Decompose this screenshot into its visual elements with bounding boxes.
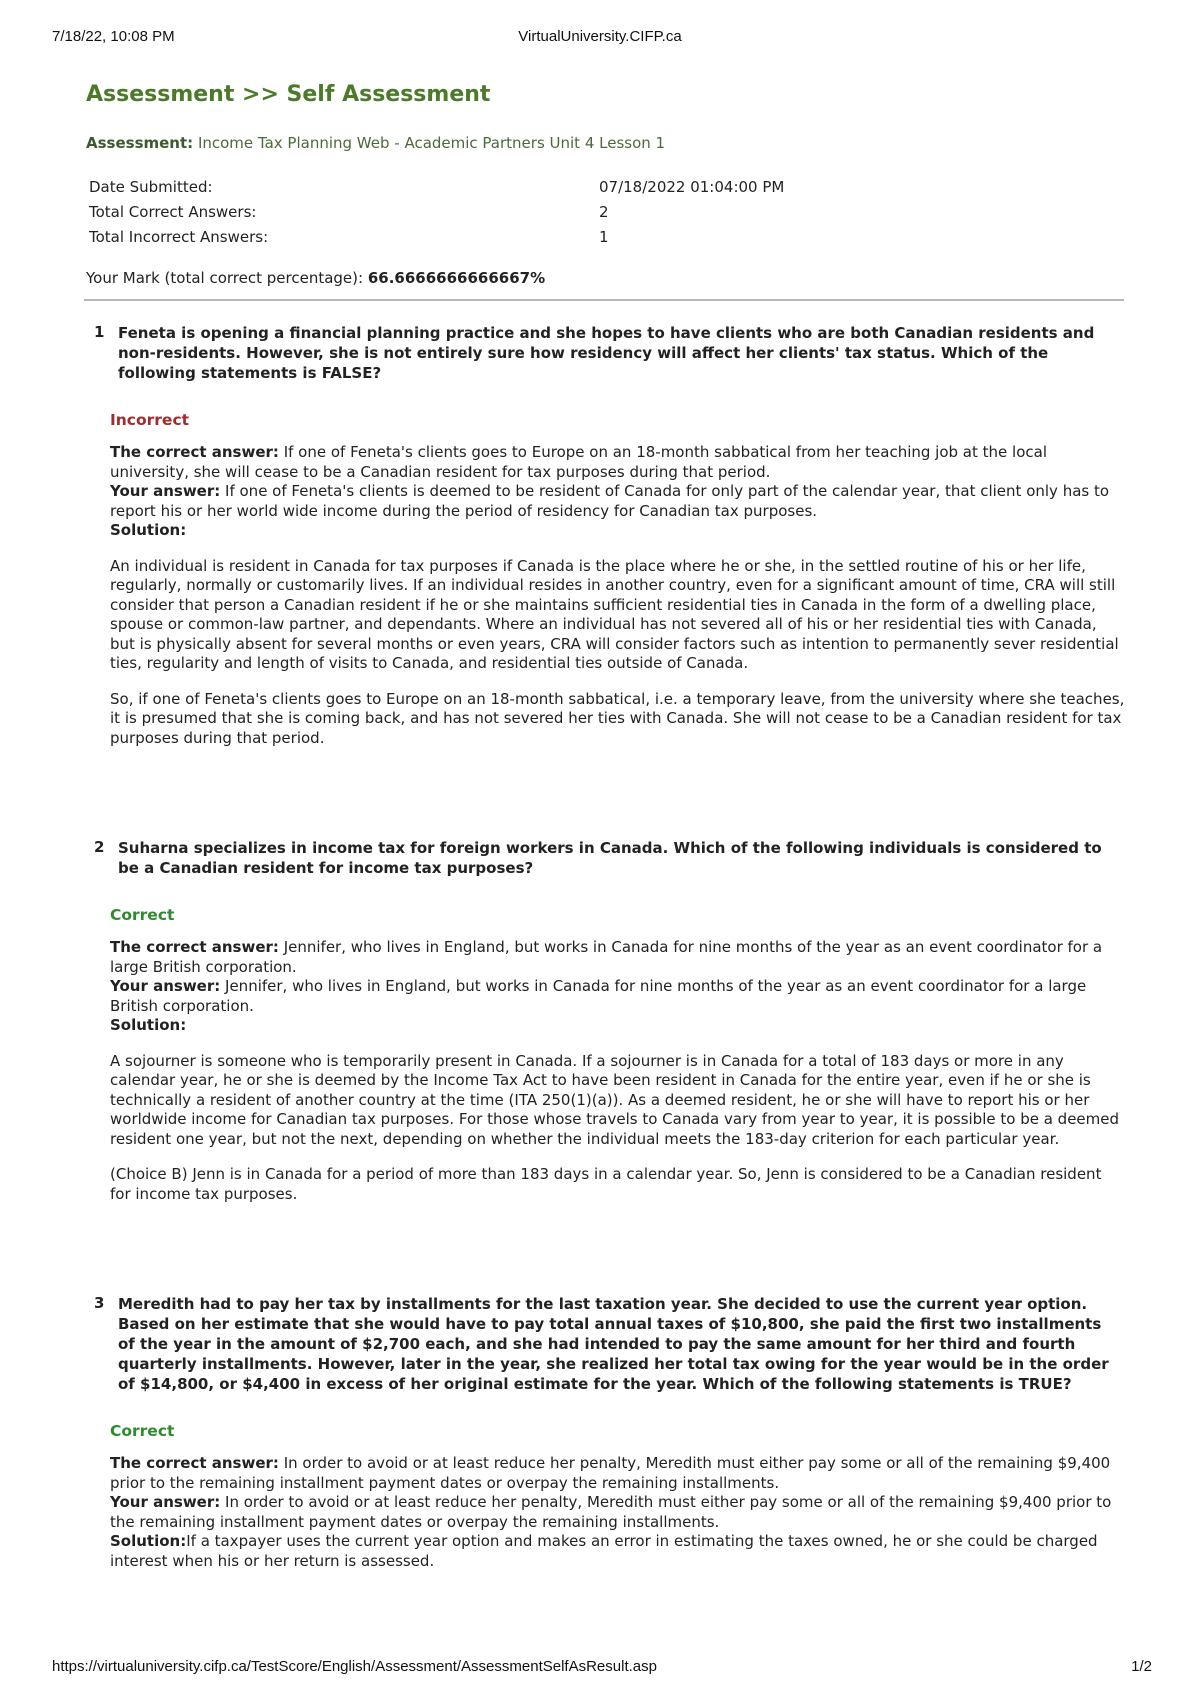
your-answer-label: Your answer: <box>110 977 221 995</box>
question-number: 2 <box>94 838 105 856</box>
print-header <box>0 28 1200 48</box>
status-correct: Correct <box>110 906 175 924</box>
date-submitted-value: 07/18/2022 01:04:00 PM <box>599 178 785 196</box>
your-answer-label: Your answer: <box>110 1493 221 1511</box>
solution-heading <box>110 1016 1126 1036</box>
assessment-label: Assessment: <box>86 134 194 152</box>
status-incorrect: Incorrect <box>110 411 190 429</box>
your-answer-text: Jennifer, who lives in England, but works in Canada for nine months of the year as an event coordinator for a large British corporation. <box>110 977 1087 1015</box>
print-url: https://virtualuniversity.cifp.ca/TestScore/English/Assessment/AssessmentSelfAsResult.asp <box>52 1658 657 1675</box>
correct-answer-text: In order to avoid or at least reduce her penalty, Meredith must either pay some or all of the remaining $9,400 prior to the remaining installment payment dates or overpay the remaining installments. <box>110 1454 1111 1492</box>
answer-block <box>110 938 1126 1036</box>
print-datetime: 7/18/22, 10:08 PM <box>52 28 175 45</box>
solution-inline <box>110 1532 1126 1571</box>
question-text: Meredith had to pay her tax by installments for the last taxation year. She decided to use the current year option. Based on her estimate that she would have to pay total annual taxes of $10,800, she paid the first two installments of the year in the amount of $2,700 each, and she had intended to pay the same amount for her third and fourth quarterly installments. However, later in the year, she realized her total tax owing for the year would be in the order of $14,800, or $4,400 in excess of her original estimate for the year. Which of the following statements is TRUE? <box>118 1295 1109 1393</box>
mark-value: 66.6666666666667% <box>367 269 546 287</box>
question-text: Suharna specializes in income tax for foreign workers in Canada. Which of the following individuals is considered to be a Canadian resident for income tax purposes? <box>118 839 1102 877</box>
question-number: 1 <box>94 323 105 341</box>
question-2 <box>86 838 1126 1204</box>
your-mark <box>86 269 1126 287</box>
correct-answer-label: The correct answer: <box>110 938 279 956</box>
solution-paragraph: (Choice B) Jenn is in Canada for a period of more than 183 days in a calendar year. So, Jenn is considered to be a Canadian resident for income tax purposes. <box>110 1165 1102 1203</box>
divider <box>84 299 1124 301</box>
spacer <box>86 748 1126 816</box>
your-answer <box>110 1493 1126 1532</box>
solution-label: Solution: <box>110 1532 187 1550</box>
correct-answer <box>110 443 1126 482</box>
answer-block <box>110 443 1126 541</box>
page-title: Assessment >> Self Assessment <box>86 82 491 107</box>
spacer <box>86 1204 1126 1272</box>
assessment-value: Income Tax Planning Web - Academic Partners Unit 4 Lesson 1 <box>197 134 666 152</box>
summary-table <box>86 174 787 249</box>
correct-answer-label: The correct answer: <box>110 1454 279 1472</box>
question-number: 3 <box>94 1294 105 1312</box>
correct-answer <box>110 1454 1126 1493</box>
status-correct: Correct <box>110 1422 175 1440</box>
answer-block <box>110 1454 1126 1571</box>
solution-paragraph: So, if one of Feneta's clients goes to Europe on an 18-month sabbatical, i.e. a temporary leave, from the university where she teaches, it is presumed that she is coming back, and has not severed her ties with Canada. She will not cease to be a Canadian resident for tax purposes during that period. <box>110 689 1125 747</box>
solution-paragraph: An individual is resident in Canada for tax purposes if Canada is the place where he or she, in the settled routine of his or her life, regularly, normally or customarily lives. If an individual resides in another country, even for a significant amount of time, CRA will still consider that person a Canadian resident if he or she maintains sufficient residential ties in Canada in the form of a dwelling place, spouse or common-law partner, and dependants. Where an individual has not severed all of his or her residential ties with Canada, but is physically absent for several months or even years, CRA will consider factors such as intention to permanently sever residential ties, regularity and length of visits to Canada, and residential ties outside of Canada. <box>110 556 1119 672</box>
mark-label: Your Mark (total correct percentage): <box>86 269 364 287</box>
your-answer-text: If one of Feneta's clients is deemed to be resident of Canada for only part of the calendar year, that client only has to report his or her world wide income during the period of residency for Canadian tax purposes. <box>110 482 1110 520</box>
correct-answer-text: If one of Feneta's clients goes to Europe on an 18-month sabbatical from her teaching job at the local university, she will cease to be a Canadian resident for tax purposes during that period. <box>110 443 1047 481</box>
total-correct-value: 2 <box>599 203 609 221</box>
table-row <box>86 224 787 249</box>
solution-text: If a taxpayer uses the current year option and makes an error in estimating the taxes owned, he or she could be charged interest when his or her return is assessed. <box>110 1532 1098 1570</box>
your-answer-label: Your answer: <box>110 482 221 500</box>
table-row <box>86 199 787 224</box>
print-site: VirtualUniversity.CIFP.ca <box>518 28 682 45</box>
question-3 <box>86 1294 1126 1571</box>
your-answer <box>110 482 1126 521</box>
solution-heading <box>110 521 1126 541</box>
correct-answer-text: Jennifer, who lives in England, but works in Canada for nine months of the year as an event coordinator for a large British corporation. <box>110 938 1103 976</box>
question-1 <box>86 323 1126 748</box>
total-correct-label: Total Correct Answers: <box>89 203 257 221</box>
print-page-number: 1/2 <box>1131 1658 1152 1675</box>
solution-label: Solution: <box>110 521 187 539</box>
assessment-name <box>86 134 1126 152</box>
correct-answer-label: The correct answer: <box>110 443 279 461</box>
total-incorrect-value: 1 <box>599 228 609 246</box>
print-footer <box>0 1658 1200 1678</box>
your-answer <box>110 977 1126 1016</box>
solution-paragraph: A sojourner is someone who is temporarily present in Canada. If a sojourner is in Canada for a total of 183 days or more in any calendar year, he or she is deemed by the Income Tax Act to have been resident in Canada for the entire year, even if he or she is technically a resident of another country at the time (ITA 250(1)(a)). As a deemed resident, he or she will have to report his or her worldwide income for Canadian tax purposes. For those whose travels to Canada vary from year to year, it is possible to be a deemed resident one year, but not the next, depending on whether the individual meets the 183-day criterion for each particular year. <box>110 1051 1120 1148</box>
your-answer-text: In order to avoid or at least reduce her penalty, Meredith must either pay some or all of the remaining $9,400 prior to the remaining installment payment dates or overpay the remaining installments. <box>110 1493 1112 1531</box>
question-text: Feneta is opening a financial planning practice and she hopes to have clients who are both Canadian residents and non-residents. However, she is not entirely sure how residency will affect her clients' tax status. Which of the following statements is FALSE? <box>118 324 1095 382</box>
total-incorrect-label: Total Incorrect Answers: <box>89 228 269 246</box>
date-submitted-label: Date Submitted: <box>89 178 213 196</box>
main-content <box>86 78 1126 1571</box>
correct-answer <box>110 938 1126 977</box>
table-row <box>86 174 787 199</box>
solution-label: Solution: <box>110 1016 187 1034</box>
